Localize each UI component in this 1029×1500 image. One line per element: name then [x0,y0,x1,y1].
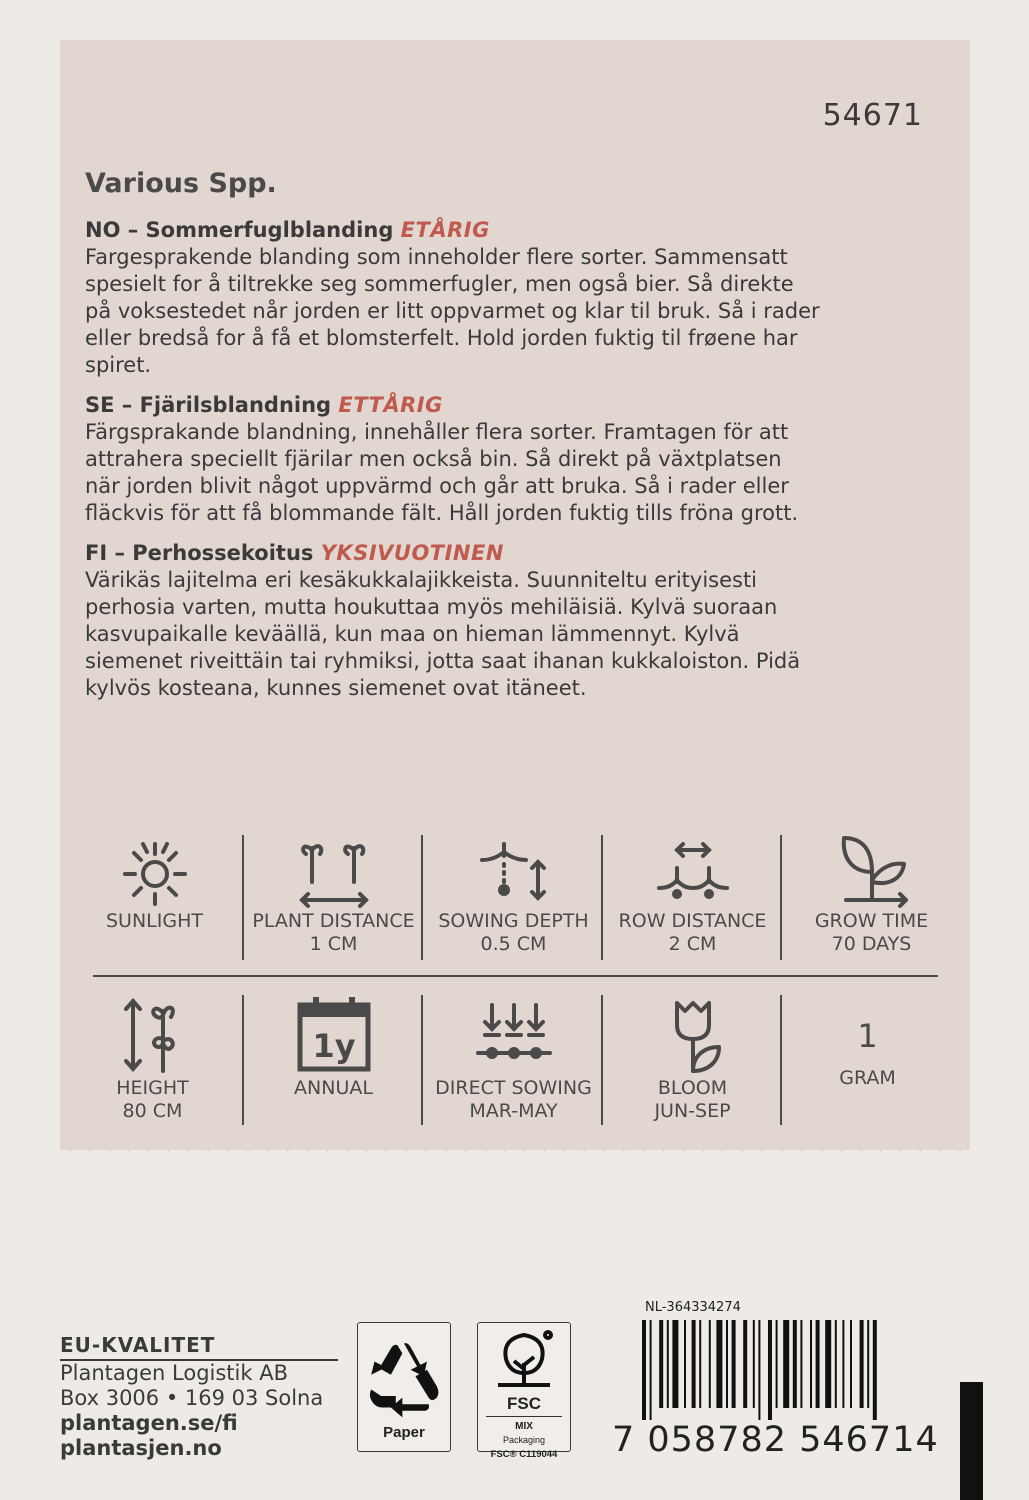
info-value: 2 CM [668,933,717,955]
section-heading: SE – Fjärilsblandning [85,393,332,417]
annual-tag: ETTÅRIG [338,393,443,417]
calendar-icon-text: 1y [311,1027,356,1065]
barcode-bar [810,1320,812,1408]
plant-distance-icon [294,830,374,910]
paper-label: Paper [383,1424,425,1441]
sun-icon [115,830,195,910]
fsc-packaging: Packaging [502,1435,546,1445]
barcode-bar [672,1320,678,1408]
info-label: SUNLIGHT [106,910,203,932]
recycle-icon [363,1337,445,1419]
info-label: PLANT DISTANCE [252,910,415,932]
info-annual [244,995,423,1125]
barcode-bar [692,1320,696,1408]
info-direct-sowing [424,995,603,1125]
info-plant-distance [244,830,423,960]
company-name: Plantagen Logistik AB [60,1361,288,1385]
info-label: ROW DISTANCE [618,910,767,932]
info-label: GRAM [839,1067,896,1089]
fsc-mix: MIX [515,1421,533,1432]
barcode-bar [659,1320,663,1408]
info-height [63,995,242,1125]
fsc-label: FSC [507,1394,541,1413]
barcode-bar [699,1320,701,1408]
zigzag-edge [60,1135,970,1155]
info-label: HEIGHT [116,1077,189,1099]
info-grow-time [782,830,961,960]
info-value: 70 DAYS [831,933,912,955]
product-code: 54671 [822,98,923,133]
info-label: ANNUAL [294,1077,373,1099]
info-value: 0.5 CM [480,933,547,955]
description-sections [85,216,945,714]
section-fi [85,539,945,702]
barcode-bar [743,1320,747,1408]
info-label: GROW TIME [814,910,929,932]
annual-tag: YKSIVUOTINEN [320,541,504,565]
info-value: 1 CM [309,933,358,955]
website-link[interactable]: plantagen.se/fi [60,1411,238,1435]
barcode-bar [768,1320,772,1420]
barcode-bar [667,1320,669,1408]
barcode-bar [825,1320,831,1408]
barcode-bar [873,1320,877,1420]
info-sowing-depth [424,830,603,960]
barcode-bar [709,1320,711,1408]
barcode-bar [793,1320,797,1408]
annual-tag: ETÅRIG [400,218,490,242]
sowing-depth-icon [474,830,554,910]
info-label: BLOOM [657,1077,728,1099]
growing-info-grid [60,830,970,1130]
tulip-icon [653,995,733,1077]
latin-name: Various Spp. [85,168,277,199]
info-weight [778,995,957,1125]
barcode-bar [716,1320,722,1408]
direct-sowing-icon [474,995,554,1077]
fsc-code: FSC® C119044 [490,1449,558,1460]
barcode-bar [835,1320,837,1408]
fsc-tree-icon [494,1329,554,1391]
barcode-bar [642,1320,646,1420]
info-value: 80 CM [122,1100,183,1122]
row-distance-icon [653,830,733,910]
info-sunlight [65,830,244,960]
info-bloom [603,995,782,1125]
barcode-bar [684,1320,686,1408]
section-text: Färgsprakande blandning, innehåller flera sorter. Framtagen för att attrahera speciellt fjärilar men också bin. Så direkt på växtplatsen när jorden blivit något uppvärmd och går att bruka. Så i rader eller fläckvis för att få blommande fält. Håll jorden fuktig tills fröna grott. [85,420,799,525]
height-icon [113,995,193,1077]
section-text: Fargesprakende blanding som inneholder flere sorter. Sammensatt spesielt for å tiltrekke seg sommerfugler, men også bier. Så direkte på voksestedet når jorden er litt oppvarmet og klar til bruk. Så i rader eller bredså for å få et blomsterfelt. Hold jorden fuktig til frøene har spiret. [85,245,820,377]
barcode-bar [732,1320,736,1408]
edge-mark [960,1382,983,1500]
barcode-bar [776,1320,778,1408]
website-link[interactable]: plantasjen.no [60,1436,222,1460]
barcode-bar [842,1320,844,1408]
sprout-icon [832,830,912,910]
barcode [640,1320,930,1420]
barcode-bar [783,1320,789,1408]
calendar-icon [294,995,374,1077]
nl-code: NL-364334274 [645,1300,741,1315]
info-label: SOWING DEPTH [438,910,589,932]
company-address: Box 3006 • 169 03 Solna [60,1386,324,1410]
section-text: Värikäs lajitelma eri kesäkukkalajikkeista. Suunniteltu erityisesti perhosia varten, mutta houkuttaa myös mehiläisiä. Kylvä suoraan kasvupaikalle keväällä, kun maa on hieman lämmennyt. Kylvä siemenet riveittäin tai ryhmiksi, jotta saat ihanan kukkaloiston. Pidä kylvös kosteana, kunnes siemenet ovat itäneet. [85,568,801,700]
weight-value: 1 [857,1017,878,1055]
barcode-bar [758,1320,760,1420]
barcode-bar [650,1320,652,1420]
recycle-paper-logo [357,1322,451,1452]
barcode-bar [850,1320,852,1408]
section-heading: FI – Perhossekoitus [85,541,314,565]
barcode-bar [867,1320,869,1408]
info-label: DIRECT SOWING [435,1077,592,1099]
info-value: JUN-SEP [654,1100,731,1122]
barcode-number: 7 058782 546714 [612,1420,939,1460]
section-se [85,391,945,527]
barcode-bar [800,1320,802,1408]
divider [93,975,938,977]
section-heading: NO – Sommerfuglblanding [85,218,394,242]
eu-quality-block [60,1333,340,1461]
info-value: MAR-MAY [469,1100,558,1122]
barcode-bar [753,1320,755,1408]
barcode-bar [860,1320,864,1408]
info-row-distance [603,830,782,960]
section-no [85,216,945,379]
barcode-bar [726,1320,728,1408]
eu-title: EU-KVALITET [60,1333,338,1361]
fsc-logo [477,1322,571,1460]
barcode-bar [816,1320,820,1408]
